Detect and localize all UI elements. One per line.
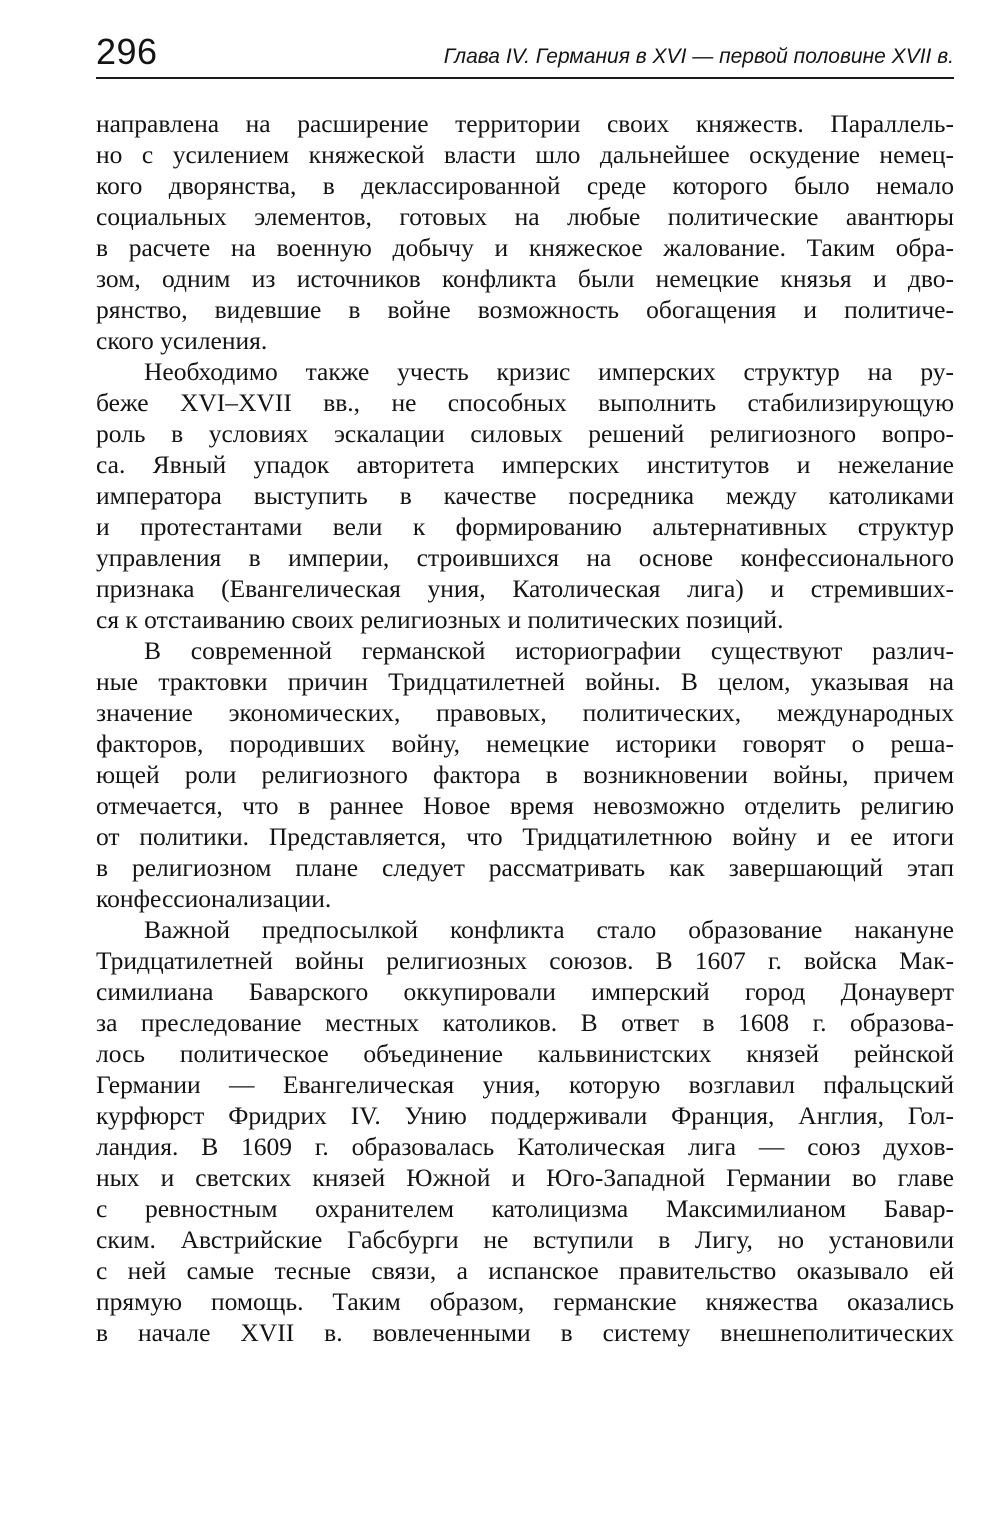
text-line: и протестантами вели к формированию альтернативных структур xyxy=(96,512,954,541)
running-head: Глава IV. Германия в XVI — первой половине XVII в. xyxy=(443,45,954,68)
text-line: в религиозном плане следует рассматривать как завершающий этап xyxy=(96,853,954,882)
text-line: Тридцатилетней войны религиозных союзов. В 1607 г. войска Мак- xyxy=(96,946,954,975)
text-line: управления в империи, строившихся на основе конфессионального xyxy=(96,543,954,572)
text-line: ных и светских князей Южной и Юго-Западной Германии во главе xyxy=(96,1163,954,1192)
text-line: Важной предпосылкой конфликта стало образование накануне xyxy=(144,915,954,944)
paragraph xyxy=(96,108,954,356)
text-line: симилиана Баварского оккупировали имперский город Донауверт xyxy=(96,977,954,1006)
paragraph xyxy=(96,635,954,914)
header-rule xyxy=(96,77,954,79)
text-line: ландия. В 1609 г. образовалась Католическая лига — союз духов- xyxy=(96,1132,954,1161)
text-line: прямую помощь. Таким образом, германские княжества оказались xyxy=(96,1287,954,1316)
text-line: императора выступить в качестве посредника между католиками xyxy=(96,481,954,510)
text-line: признака (Евангелическая уния, Католическая лига) и стремивших- xyxy=(96,574,954,603)
text-line: от политики. Представляется, что Тридцатилетнюю войну и ее итоги xyxy=(96,822,954,851)
text-line: В современной германской историографии существуют различ- xyxy=(144,636,954,665)
text-line: рянство, видевшие в войне возможность обогащения и политиче- xyxy=(96,295,954,324)
text-line: ским. Австрийские Габсбурги не вступили в Лигу, но установили xyxy=(96,1225,954,1254)
text-line: но с усилением княжеской власти шло дальнейшее оскудение немец- xyxy=(96,140,954,169)
page-header xyxy=(96,32,954,78)
text-line: с ней самые тесные связи, а испанское правительство оказывало ей xyxy=(96,1256,954,1285)
text-line: роль в условиях эскалации силовых решений религиозного вопро- xyxy=(96,419,954,448)
text-line: значение экономических, правовых, политических, международных xyxy=(96,698,954,727)
text-line: ся к отстаиванию своих религиозных и политических позиций. xyxy=(96,605,784,634)
text-line: за преследование местных католиков. В ответ в 1608 г. образова- xyxy=(96,1008,954,1037)
text-line: кого дворянства, в деклассированной среде которого было немало xyxy=(96,171,954,200)
text-line: социальных элементов, готовых на любые политические авантюры xyxy=(96,202,954,231)
text-line: зом, одним из источников конфликта были немецкие князья и дво- xyxy=(96,264,954,293)
text-line: Необходимо также учесть кризис имперских структур на ру- xyxy=(144,357,954,386)
text-line: Германии — Евангелическая уния, которую возглавил пфальцский xyxy=(96,1070,954,1099)
text-line: с ревностным охранителем католицизма Максимилианом Бавар- xyxy=(96,1194,954,1223)
text-line: факторов, породивших войну, немецкие историки говорят о реша- xyxy=(96,729,954,758)
text-line: направлена на расширение территории своих княжеств. Параллель- xyxy=(96,109,954,138)
text-line: ского усиления. xyxy=(96,326,268,355)
text-line: ющей роли религиозного фактора в возникновении войны, причем xyxy=(96,760,954,789)
text-line: са. Явный упадок авторитета имперских институтов и нежелание xyxy=(96,450,954,479)
text-line: в начале XVII в. вовлеченными в систему внешнеполитических xyxy=(96,1318,954,1347)
text-line: отмечается, что в раннее Новое время невозможно отделить религию xyxy=(96,791,954,820)
text-line: беже XVI–XVII вв., не способных выполнить стабилизирующую xyxy=(96,388,954,417)
text-line: лось политическое объединение кальвинистских князей рейнской xyxy=(96,1039,954,1068)
page-number: 296 xyxy=(96,31,158,72)
paragraph xyxy=(96,914,954,1348)
text-line: конфессионализации. xyxy=(96,884,332,913)
paragraph xyxy=(96,356,954,635)
text-line: в расчете на военную добычу и княжеское жалование. Таким обра- xyxy=(96,233,954,262)
body-text xyxy=(96,108,954,1348)
text-line: курфюрст Фридрих IV. Унию поддерживали Франция, Англия, Гол- xyxy=(96,1101,954,1130)
text-line: ные трактовки причин Тридцатилетней войны. В целом, указывая на xyxy=(96,667,954,696)
